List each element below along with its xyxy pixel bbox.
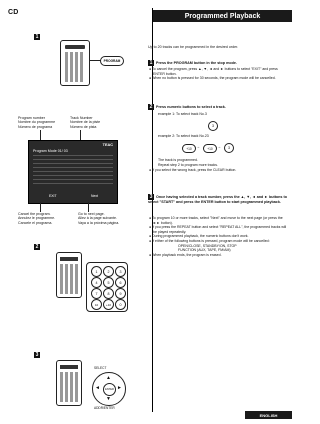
cancel-callout: Cancel the program. Annulez le programme. Cancele el programa. [18, 212, 56, 225]
step-2-num: 2 [149, 103, 153, 110]
step-1-bullets [148, 67, 288, 81]
step-3-heading: 3 Once having selected a track number, press the ▲, ▼, ◄ and ► buttons to select "START" and press the ENTER button to start programmed playback. [148, 193, 287, 204]
callout-line-right [80, 130, 81, 140]
remote-display-2 [60, 257, 78, 261]
step-badge-3: 3 [35, 352, 39, 358]
numpad-panel [86, 262, 128, 312]
remote-display-3 [60, 365, 78, 369]
remote-control-illustration-3 [56, 360, 82, 406]
remote-button-grid [65, 52, 85, 82]
screen-exit[interactable]: EXIT [49, 194, 57, 198]
arrow-icon: → [217, 144, 221, 149]
numpad-key-6[interactable]: 6 [115, 277, 126, 288]
step-badge-2: 2 [35, 244, 39, 250]
cancel-buttons-line-1: OPEN/CLOSE, STANDBY/ON, STOP [178, 243, 237, 248]
intro-text: Up to 20 tracks can be programmed in the desired order. [148, 45, 239, 49]
right-arrow-icon[interactable]: ► [117, 385, 122, 391]
step-3-bullet: ● If you press the REPEAT button and select "REPEAT ALL", the programmed tracks will be played repeatedly. [149, 225, 287, 234]
screen-title: Program Mode 01/ 03 [33, 149, 68, 153]
numpad-key-10[interactable]: 10 [91, 299, 102, 310]
step-3-bullet: ● If either of the following buttons is pressed, program mode will be cancelled: [149, 238, 270, 243]
step-3-bullet: ● During programmed playback, the numeric buttons don't work. [149, 234, 249, 239]
example-key-3b: 3 [224, 143, 234, 153]
step-2-bullets [148, 168, 288, 173]
example-key-plus10-b: +10 [203, 144, 217, 153]
step-badge-1: 1 [35, 34, 39, 40]
callout-line-left [40, 130, 41, 140]
callout-line-next [88, 202, 89, 212]
program-button[interactable]: PROGRAM [100, 56, 124, 66]
addr-enter-label: ADDR/ENTER [94, 406, 115, 410]
numpad-key-4[interactable]: 4 [91, 277, 102, 288]
step-1-heading: 1 Press the PROGRAM button in the stop mode. [149, 59, 237, 66]
section-label: CD [8, 9, 19, 16]
track-number-callout: Track Number Nombre de la piste Número de pista [70, 116, 101, 129]
page-title: Programmed Playback [153, 10, 292, 22]
step-2-heading: 2 Press numeric buttons to select a track. [149, 103, 226, 110]
step-3-bullets [148, 216, 288, 257]
down-arrow-icon[interactable]: ▼ [106, 396, 111, 402]
cursor-pad[interactable] [92, 372, 126, 406]
cancel-buttons-line-2: FUNCTION (AUX, TAPE, FM/AM) [178, 248, 231, 253]
next-page-callout: Go to next page. Allez à la page suivante. Vaya a la próxima página. [78, 212, 120, 225]
step-1-bullet: ● To cancel the program, press ▲, ▼, ◄ and ► buttons to select "EXIT" and press ENTER button. [149, 67, 278, 76]
numpad-key-8[interactable]: 8 [103, 288, 114, 299]
example-key-plus10-a: +10 [182, 144, 196, 153]
left-arrow-icon[interactable]: ◄ [95, 385, 100, 391]
screen-logo: TEAC [102, 143, 113, 147]
remote-control-illustration [60, 40, 90, 86]
remote-button-grid-3 [60, 372, 78, 402]
step-3-bullet: ● To program 10 or more tracks, select "Next" and move to the next page (or press the ►► button). [149, 216, 283, 225]
numpad-key-3[interactable]: 3 [115, 266, 126, 277]
example-key-3: 3 [208, 121, 218, 131]
enter-button[interactable]: ENTER [103, 383, 116, 396]
step-2-after: The track is programmed. Repeat step 2 to program more tracks. [158, 158, 218, 167]
numpad-key-2[interactable]: 2 [103, 266, 114, 277]
remote-control-illustration-2 [56, 252, 82, 298]
numpad-key-plus10[interactable]: +10 [103, 299, 114, 310]
remote-display [65, 45, 85, 49]
step-1-bullet: ● When no button is pressed for 30 seconds, the program mode will be cancelled. [149, 76, 276, 81]
program-screen [28, 140, 118, 204]
up-arrow-icon[interactable]: ▲ [106, 375, 111, 381]
remote-button-grid-2 [60, 264, 78, 294]
screen-track-list [33, 155, 113, 187]
screen-next[interactable]: Next [91, 194, 98, 198]
select-label: SELECT [94, 366, 107, 370]
arrow-icon: → [196, 144, 200, 149]
numpad-key-7[interactable]: 7 [91, 288, 102, 299]
numpad-key-1[interactable]: 1 [91, 266, 102, 277]
step-2-example-2: example 2: To select track No.23 [158, 134, 209, 138]
step-3-num: 3 [149, 193, 153, 200]
language-footer: ENGLISH [245, 411, 292, 419]
step-2-example-1: example 1: To select track No.3 [158, 112, 207, 116]
numpad-key-0[interactable]: 0 [115, 299, 126, 310]
step-3-bullet: ● When playback ends, the program is erased. [149, 252, 222, 257]
callout-line-cancel [40, 202, 41, 212]
program-number-callout: Program number Nombre du programme Número de programa [18, 116, 56, 129]
step-1-num: 1 [149, 59, 153, 66]
numpad-key-9[interactable]: 9 [115, 288, 126, 299]
numpad-key-5[interactable]: 5 [103, 277, 114, 288]
step-2-bullet: ● If you select the wrong track, press the CLEAR button. [149, 168, 237, 172]
